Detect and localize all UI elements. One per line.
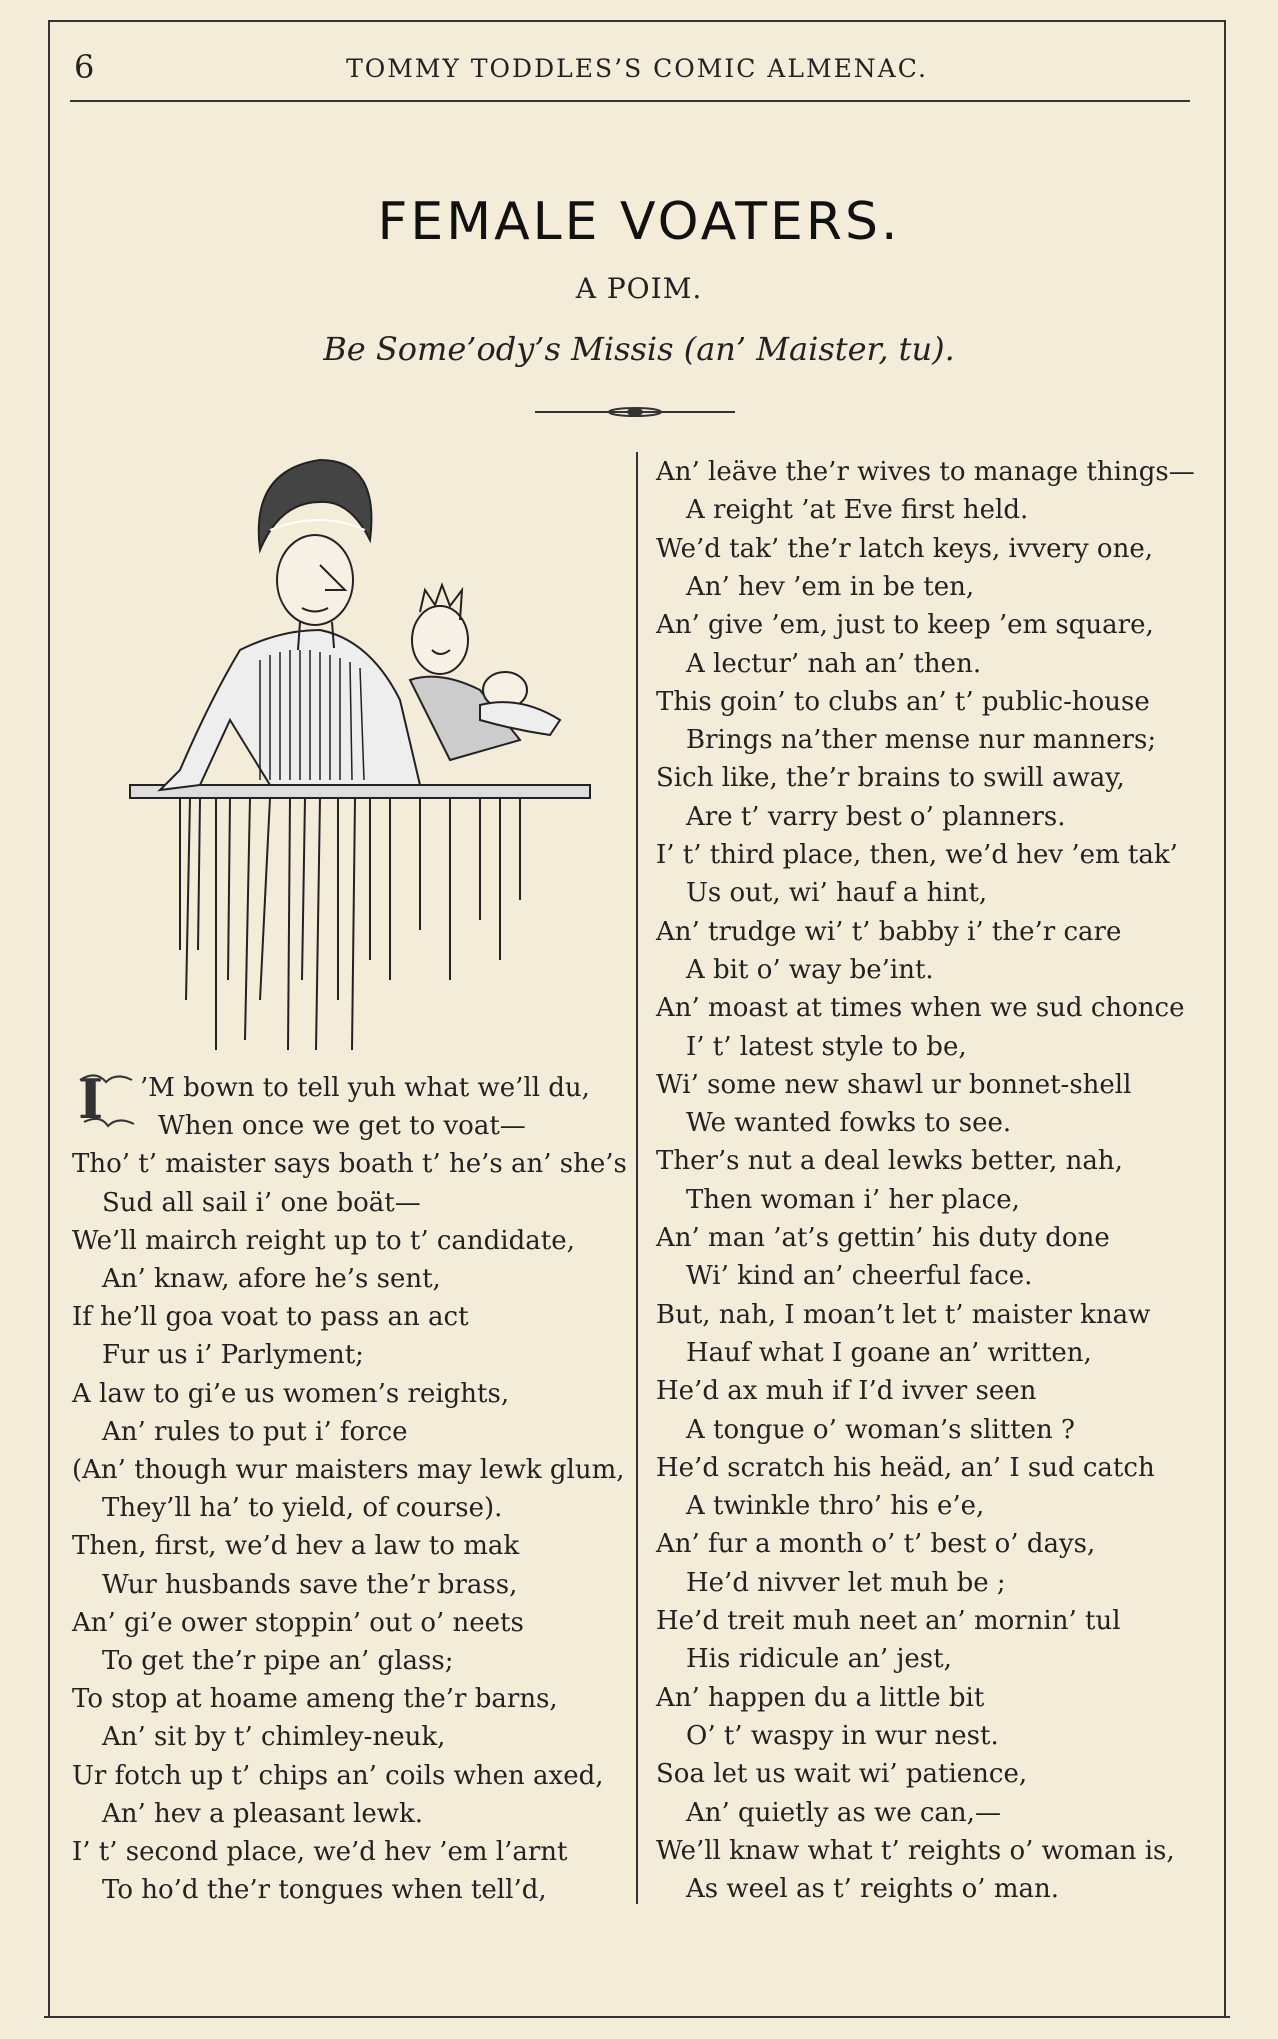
poem-line: An’ man ’at’s gettin’ his duty done bbox=[656, 1223, 1110, 1253]
poem-line: An’ hev ’em in be ten, bbox=[686, 571, 975, 602]
poem-line: If he’ll goa voat to pass an act bbox=[72, 1302, 469, 1333]
header-rule bbox=[70, 100, 1190, 102]
poem-line: He’d scratch his heäd, an’ I sud catch bbox=[656, 1452, 1155, 1483]
poem-line: An’ fur a month o’ t’ best o’ days, bbox=[656, 1529, 1096, 1560]
poem-line: A twinkle thro’ his e’e, bbox=[686, 1491, 985, 1522]
poem-line: Brings na’ther mense nur manners; bbox=[686, 725, 1157, 756]
poem-line: Then woman i’ her place, bbox=[686, 1184, 1020, 1215]
poem-line: An’ knaw, afore he’s sent, bbox=[102, 1264, 441, 1294]
poem-line: To stop at hoame ameng the’r barns, bbox=[72, 1684, 558, 1715]
poem-line: We’ll mairch reight up to t’ candidate, bbox=[72, 1225, 575, 1256]
poem-line: Tho’ t’ maister says boath t’ he’s an’ she’s bbox=[72, 1149, 627, 1180]
poem-subtitle: A POIM. bbox=[575, 272, 703, 305]
poem-line: A lectur’ nah an’ then. bbox=[686, 648, 982, 679]
poem-line: To get the’r pipe an’ glass; bbox=[102, 1646, 454, 1676]
poem-line: Fur us i’ Parlyment; bbox=[102, 1340, 364, 1371]
poem-line: As weel as t’ reights o’ man. bbox=[686, 1874, 1060, 1905]
poem-line: An’ trudge wi’ t’ babby i’ the’r care bbox=[656, 916, 1122, 947]
poem-line: A tongue o’ woman’s slitten ? bbox=[686, 1414, 1075, 1445]
poem-line: Hauf what I goane an’ written, bbox=[686, 1337, 1092, 1368]
poem-line: Sich like, the’r brains to swill away, bbox=[656, 763, 1125, 794]
poem-line: We’ll knaw what t’ reights o’ woman is, bbox=[656, 1835, 1175, 1866]
poem-line: I’ t’ latest style to be, bbox=[686, 1031, 967, 1062]
running-title: TOMMY TODDLES’S COMIC ALMENAC. bbox=[346, 54, 928, 83]
page-number: 6 bbox=[74, 48, 95, 86]
poem-line: He’d treit muh neet an’ mornin’ tul bbox=[656, 1606, 1121, 1636]
poem-line: He’d ax muh if I’d ivver seen bbox=[656, 1376, 1037, 1407]
poem-line: Sud all sail i’ one boät— bbox=[102, 1187, 421, 1218]
column-divider bbox=[636, 452, 638, 1904]
bottom-border bbox=[44, 2016, 1230, 2018]
poem-line: Wur husbands save the’r brass, bbox=[102, 1569, 518, 1600]
woman-with-baby-illustration-icon bbox=[120, 440, 600, 1060]
poem-line: We’d tak’ the’r latch keys, ivvery one, bbox=[656, 533, 1153, 564]
poem-line: But, nah, I moan’t let t’ maister knaw bbox=[656, 1299, 1151, 1330]
poem-title: FEMALE VOATERS. bbox=[377, 192, 901, 252]
poem-line: I’ t’ third place, then, we’d hev ’em tak’ bbox=[656, 840, 1178, 870]
poem-line: I’ t’ second place, we’d hev ’em l’arnt bbox=[72, 1837, 568, 1867]
poem-line: Us out, wi’ hauf a hint, bbox=[686, 878, 988, 909]
poem-line: An’ rules to put i’ force bbox=[102, 1416, 408, 1447]
poem-line: O’ t’ waspy in wur nest. bbox=[686, 1720, 999, 1751]
drop-cap: I bbox=[78, 1067, 104, 1131]
page-header bbox=[48, 40, 1226, 100]
ornament-divider-icon bbox=[535, 404, 735, 420]
poem-line: Soa let us wait wi’ patience, bbox=[656, 1759, 1028, 1790]
poem-epigraph: Be Some’ody’s Missis (an’ Maister, tu). bbox=[323, 330, 955, 368]
poem-line: An’ leäve the’r wives to manage things— bbox=[656, 457, 1195, 487]
poem-line: An’ moast at times when we sud chonce bbox=[656, 993, 1185, 1024]
poem-line: An’ quietly as we can,— bbox=[686, 1797, 1001, 1828]
poem-line: An’ hev a pleasant lewk. bbox=[102, 1798, 424, 1829]
poem-line: (An’ though wur maisters may lewk glum, bbox=[72, 1455, 625, 1485]
poem-line: Wi’ some new shawl ur bonnet-shell bbox=[656, 1069, 1132, 1100]
poem-line: An’ give ’em, just to keep ’em square, bbox=[656, 610, 1154, 641]
poem-line: We wanted fowks to see. bbox=[686, 1108, 1012, 1139]
poem-line: A law to gi’e us women’s reights, bbox=[72, 1378, 510, 1409]
poem-line: Are t’ varry best o’ planners. bbox=[686, 801, 1066, 832]
poem-line: They’ll ha’ to yield, of course). bbox=[102, 1493, 503, 1524]
poem-line: An’ gi’e ower stoppin’ out o’ neets bbox=[72, 1607, 524, 1638]
poem-line: Wi’ kind an’ cheerful face. bbox=[686, 1261, 1033, 1292]
poem-line: Ther’s nut a deal lewks better, nah, bbox=[656, 1146, 1123, 1177]
poem-line: A reight ’at Eve first held. bbox=[686, 495, 1029, 526]
poem-line: Then, first, we’d hev a law to mak bbox=[72, 1531, 520, 1562]
poem-line: Ur fotch up t’ chips an’ coils when axed, bbox=[72, 1760, 604, 1791]
poem-line: His ridicule an’ jest, bbox=[686, 1644, 952, 1675]
poem-line: This goin’ to clubs an’ t’ public-house bbox=[656, 686, 1150, 717]
poem-line: When once we get to voat— bbox=[158, 1111, 526, 1142]
poem-line: He’d nivver let muh be ; bbox=[686, 1567, 1006, 1598]
poem-line: A bit o’ way be’int. bbox=[686, 954, 934, 985]
poem-line: ’M bown to tell yuh what we’ll du, bbox=[140, 1073, 590, 1103]
poem-line: To ho’d the’r tongues when tell’d, bbox=[102, 1875, 547, 1906]
poem-line: An’ happen du a little bit bbox=[656, 1682, 985, 1713]
poem-line: An’ sit by t’ chimley-neuk, bbox=[102, 1722, 446, 1753]
